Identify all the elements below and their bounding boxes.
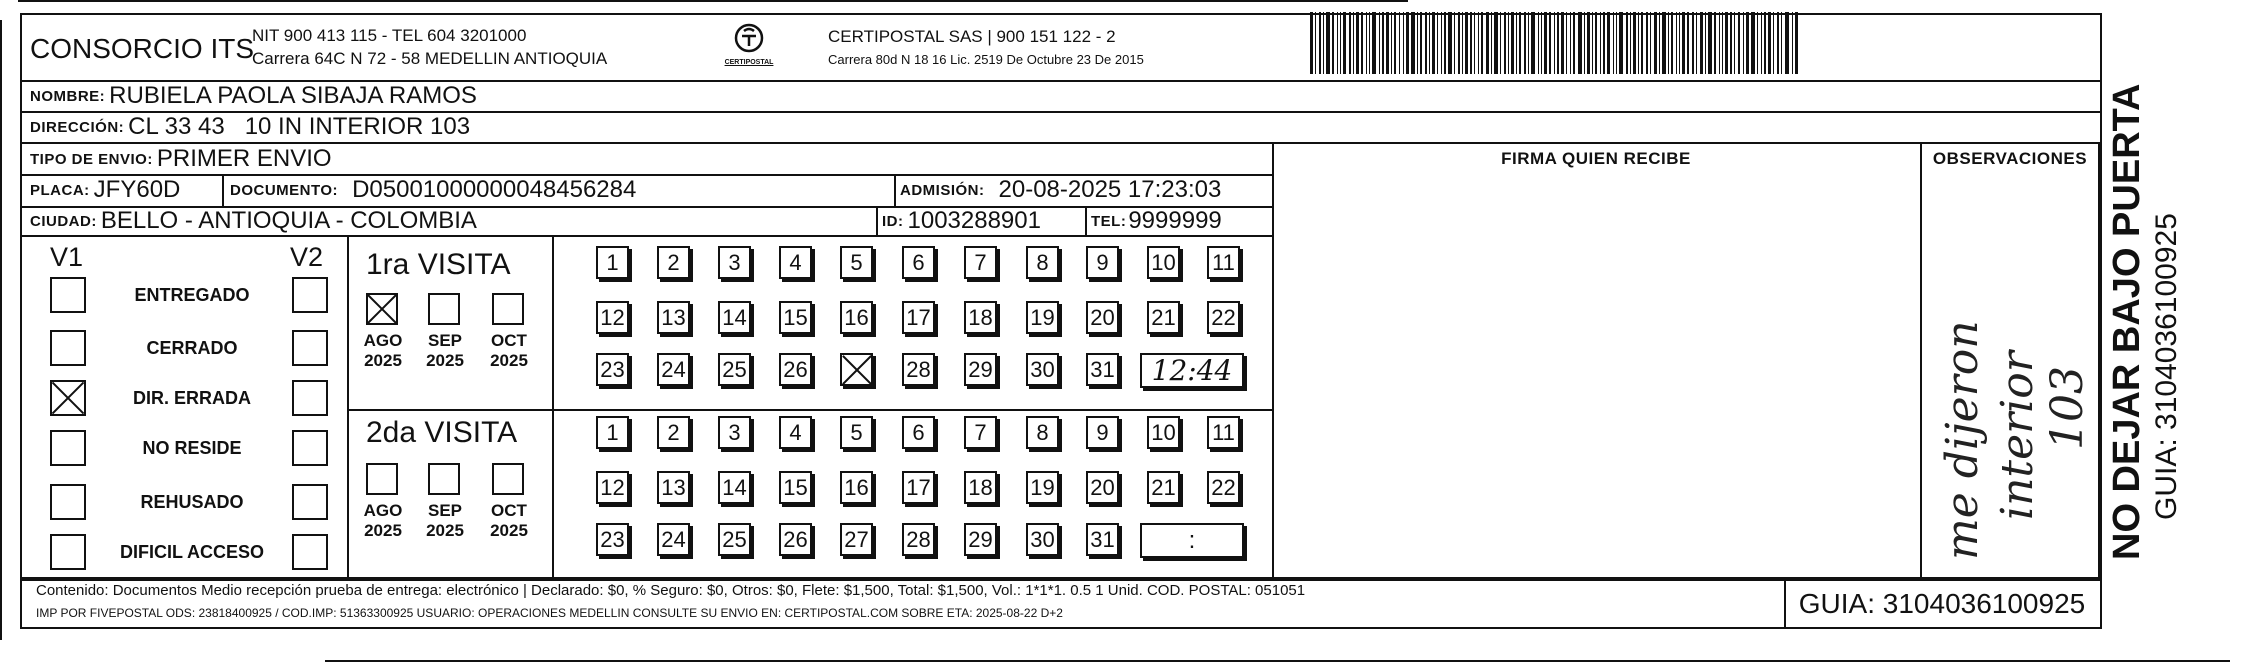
day-checkbox-17[interactable]: 17 — [902, 301, 935, 334]
day-checkbox-11[interactable]: 11 — [1207, 416, 1240, 449]
time-field[interactable]: 12:44 — [1140, 353, 1244, 388]
month-checkbox-ago[interactable] — [366, 463, 398, 495]
v2-checkbox-rehusado[interactable] — [292, 484, 328, 520]
company-nit: NIT 900 413 115 - TEL 604 3201000 — [252, 26, 527, 45]
day-checkbox-30[interactable]: 30 — [1026, 353, 1059, 386]
day-checkbox-10[interactable]: 10 — [1147, 416, 1180, 449]
nombre-label: NOMBRE: — [30, 87, 106, 105]
tel-value: 9999999 — [1128, 207, 1222, 234]
day-checkbox-12[interactable]: 12 — [596, 471, 629, 504]
day-checkbox-12[interactable]: 12 — [596, 301, 629, 334]
month-checkbox-sep[interactable] — [428, 463, 460, 495]
day-checkbox-24[interactable]: 24 — [657, 353, 690, 386]
month-label — [356, 331, 410, 371]
month-checkbox-oct[interactable] — [492, 293, 524, 325]
ciudad-value: BELLO - ANTIOQUIA - COLOMBIA — [100, 207, 477, 234]
month-year: 2025 — [364, 351, 402, 370]
status-label: CERRADO — [146, 338, 238, 358]
footer-content: Contenido: Documentos Medio recepción prueba de entrega: electrónico | Declarado: $0, % Seguro: $0, Otros: $0, Flete: $1,500, Total: $1,500, Vol.: 1*1*1. 0.5 1 Unid. COD. POSTAL: 051051 — [36, 582, 1306, 599]
day-checkbox-30[interactable]: 30 — [1026, 523, 1059, 556]
status-label: NO RESIDE — [142, 438, 242, 458]
day-checkbox-3[interactable]: 3 — [718, 246, 751, 279]
month-year: 2025 — [490, 521, 528, 540]
month-name: AGO — [363, 331, 403, 350]
day-checkbox-6[interactable]: 6 — [902, 416, 935, 449]
day-checkbox-10[interactable]: 10 — [1147, 246, 1180, 279]
admision-row — [900, 176, 1221, 204]
direccion-value: CL 33 43 10 IN INTERIOR 103 — [128, 113, 471, 140]
time-field[interactable]: : — [1140, 523, 1244, 558]
company-address: Carrera 64C N 72 - 58 MEDELLIN ANTIOQUIA — [252, 49, 608, 68]
day-checkbox-5[interactable]: 5 — [840, 246, 873, 279]
page-edge-top — [18, 0, 1408, 2]
day-checkbox-22[interactable]: 22 — [1207, 301, 1240, 334]
ciudad-row — [30, 208, 477, 234]
day-checkbox-24[interactable]: 24 — [657, 523, 690, 556]
day-checkbox-29[interactable]: 29 — [964, 523, 997, 556]
documento-label: DOCUMENTO: — [230, 181, 339, 199]
tipo-label: TIPO DE ENVIO: — [30, 150, 153, 168]
day-checkbox-14[interactable]: 14 — [718, 301, 751, 334]
day-checkbox-5[interactable]: 5 — [840, 416, 873, 449]
v1-checkbox-cerrado[interactable] — [50, 330, 86, 366]
month-label — [482, 501, 536, 541]
day-checkbox-29[interactable]: 29 — [964, 353, 997, 386]
day-checkbox-28[interactable]: 28 — [902, 523, 935, 556]
day-checkbox-27[interactable] — [840, 353, 873, 386]
status-label: ENTREGADO — [134, 285, 250, 305]
page-edge-left — [0, 20, 2, 640]
id-row — [882, 208, 1041, 234]
day-checkbox-25[interactable]: 25 — [718, 353, 751, 386]
documento-value: D05001000000048456284 — [352, 176, 637, 203]
direccion-row — [30, 113, 470, 141]
day-checkbox-13[interactable]: 13 — [657, 471, 690, 504]
direccion-label: DIRECCIÓN: — [30, 118, 125, 136]
day-checkbox-18[interactable]: 18 — [964, 471, 997, 504]
day-checkbox-20[interactable]: 20 — [1086, 471, 1119, 504]
month-name: SEP — [427, 331, 463, 350]
status-label: DIFICIL ACCESO — [119, 542, 264, 562]
placa-label: PLACA: — [30, 181, 90, 199]
placa-value: JFY60D — [93, 176, 181, 203]
status-label: DIR. ERRADA — [132, 388, 251, 408]
day-checkbox-31[interactable]: 31 — [1086, 353, 1119, 386]
day-checkbox-8[interactable]: 8 — [1026, 416, 1059, 449]
footer-imp: IMP POR FIVEPOSTAL ODS: 23818400925 / COD.IMP: 51363300925 USUARIO: OPERACIONES MEDELLIN CONSULTE SU ENVIO EN: CERTIPOSTAL.COM SOBRE ETA: 2025-08-22 D+2 — [36, 606, 1063, 620]
visit2-title: 2da VISITA — [366, 416, 518, 449]
v2-checkbox-cerrado[interactable] — [292, 330, 328, 366]
day-checkbox-25[interactable]: 25 — [718, 523, 751, 556]
v2-checkbox-entregado[interactable] — [292, 277, 328, 313]
v1-checkbox-entregado[interactable] — [50, 277, 86, 313]
month-label — [418, 331, 472, 371]
day-checkbox-1[interactable]: 1 — [596, 246, 629, 279]
v1-checkbox-rehusado[interactable] — [50, 484, 86, 520]
side-guia: GUIA: 3104036100925 — [2150, 213, 2183, 520]
admision-label: ADMISIÓN: — [900, 181, 985, 199]
v2-checkbox-no-reside[interactable] — [292, 430, 328, 466]
day-checkbox-9[interactable]: 9 — [1086, 246, 1119, 279]
admision-value: 20-08-2025 17:23:03 — [998, 176, 1222, 203]
day-checkbox-15[interactable]: 15 — [779, 471, 812, 504]
month-year: 2025 — [364, 521, 402, 540]
visit1-title: 1ra VISITA — [366, 248, 511, 281]
day-checkbox-7[interactable]: 7 — [964, 246, 997, 279]
v1-checkbox-dificil-acceso[interactable] — [50, 534, 86, 570]
day-checkbox-8[interactable]: 8 — [1026, 246, 1059, 279]
month-label — [418, 501, 472, 541]
day-checkbox-18[interactable]: 18 — [964, 301, 997, 334]
v1-checkbox-dir-errada[interactable] — [50, 380, 86, 416]
day-checkbox-13[interactable]: 13 — [657, 301, 690, 334]
observaciones-header: OBSERVACIONES — [1932, 149, 2088, 168]
day-checkbox-22[interactable]: 22 — [1207, 471, 1240, 504]
tipo-row — [30, 144, 332, 174]
day-checkbox-26[interactable]: 26 — [779, 353, 812, 386]
observaciones-handwritten-line3: 103 — [2042, 366, 2093, 450]
month-name: SEP — [427, 501, 463, 520]
day-checkbox-26[interactable]: 26 — [779, 523, 812, 556]
tipo-value: PRIMER ENVIO — [156, 145, 332, 172]
day-checkbox-28[interactable]: 28 — [902, 353, 935, 386]
month-checkbox-sep[interactable] — [428, 293, 460, 325]
company-name: CONSORCIO ITS — [30, 33, 255, 64]
day-checkbox-3[interactable]: 3 — [718, 416, 751, 449]
day-checkbox-21[interactable]: 21 — [1147, 301, 1180, 334]
firma-header: FIRMA QUIEN RECIBE — [1501, 149, 1691, 168]
day-checkbox-4[interactable]: 4 — [779, 246, 812, 279]
month-name: AGO — [363, 501, 403, 520]
nombre-row — [30, 82, 477, 110]
tel-row — [1091, 208, 1222, 234]
month-year: 2025 — [490, 351, 528, 370]
observaciones-handwritten: me dijeron — [1937, 320, 1988, 560]
day-checkbox-16[interactable]: 16 — [840, 301, 873, 334]
status-label: REHUSADO — [140, 492, 244, 512]
day-checkbox-6[interactable]: 6 — [902, 246, 935, 279]
observaciones-handwritten-line2: interior — [1992, 351, 2043, 520]
month-name: OCT — [491, 331, 527, 350]
day-checkbox-27[interactable]: 27 — [840, 523, 873, 556]
day-checkbox-9[interactable]: 9 — [1086, 416, 1119, 449]
day-checkbox-7[interactable]: 7 — [964, 416, 997, 449]
id-label: ID: — [882, 212, 904, 230]
tel-label: TEL: — [1091, 212, 1127, 230]
day-checkbox-31[interactable]: 31 — [1086, 523, 1119, 556]
certipostal-address: Carrera 80d N 18 16 Lic. 2519 De Octubre 23 De 2015 — [828, 52, 1144, 67]
side-warning: NO DEJAR BAJO PUERTA — [2106, 83, 2148, 560]
certipostal-info: CERTIPOSTAL SAS | 900 151 122 - 2 — [828, 27, 1116, 46]
day-checkbox-15[interactable]: 15 — [779, 301, 812, 334]
day-checkbox-2[interactable]: 2 — [657, 246, 690, 279]
month-year: 2025 — [426, 521, 464, 540]
footer-guia: GUIA: 3104036100925 — [1798, 588, 2086, 619]
day-checkbox-20[interactable]: 20 — [1086, 301, 1119, 334]
v2-label: V2 — [290, 242, 324, 272]
day-checkbox-21[interactable]: 21 — [1147, 471, 1180, 504]
id-value: 1003288901 — [907, 207, 1041, 234]
logo-text: CERTIPOSTAL — [724, 59, 774, 66]
month-name: OCT — [491, 501, 527, 520]
day-checkbox-4[interactable]: 4 — [779, 416, 812, 449]
day-checkbox-2[interactable]: 2 — [657, 416, 690, 449]
month-checkbox-oct[interactable] — [492, 463, 524, 495]
v2-checkbox-dir-errada[interactable] — [292, 380, 328, 416]
placa-row — [30, 176, 180, 204]
month-checkbox-ago[interactable] — [366, 293, 398, 325]
day-checkbox-16[interactable]: 16 — [840, 471, 873, 504]
documento-row — [230, 176, 636, 204]
ciudad-label: CIUDAD: — [30, 212, 97, 230]
day-checkbox-23[interactable]: 23 — [596, 353, 629, 386]
day-checkbox-19[interactable]: 19 — [1026, 301, 1059, 334]
nombre-value: RUBIELA PAOLA SIBAJA RAMOS — [109, 82, 477, 109]
v1-checkbox-no-reside[interactable] — [50, 430, 86, 466]
month-label — [482, 331, 536, 371]
day-checkbox-1[interactable]: 1 — [596, 416, 629, 449]
day-checkbox-11[interactable]: 11 — [1207, 246, 1240, 279]
page-edge-bottom — [325, 660, 2230, 662]
day-checkbox-23[interactable]: 23 — [596, 523, 629, 556]
day-checkbox-17[interactable]: 17 — [902, 471, 935, 504]
month-year: 2025 — [426, 351, 464, 370]
day-checkbox-19[interactable]: 19 — [1026, 471, 1059, 504]
day-checkbox-14[interactable]: 14 — [718, 471, 751, 504]
v1-label: V1 — [50, 242, 84, 272]
v2-checkbox-dificil-acceso[interactable] — [292, 534, 328, 570]
month-label — [356, 501, 410, 541]
